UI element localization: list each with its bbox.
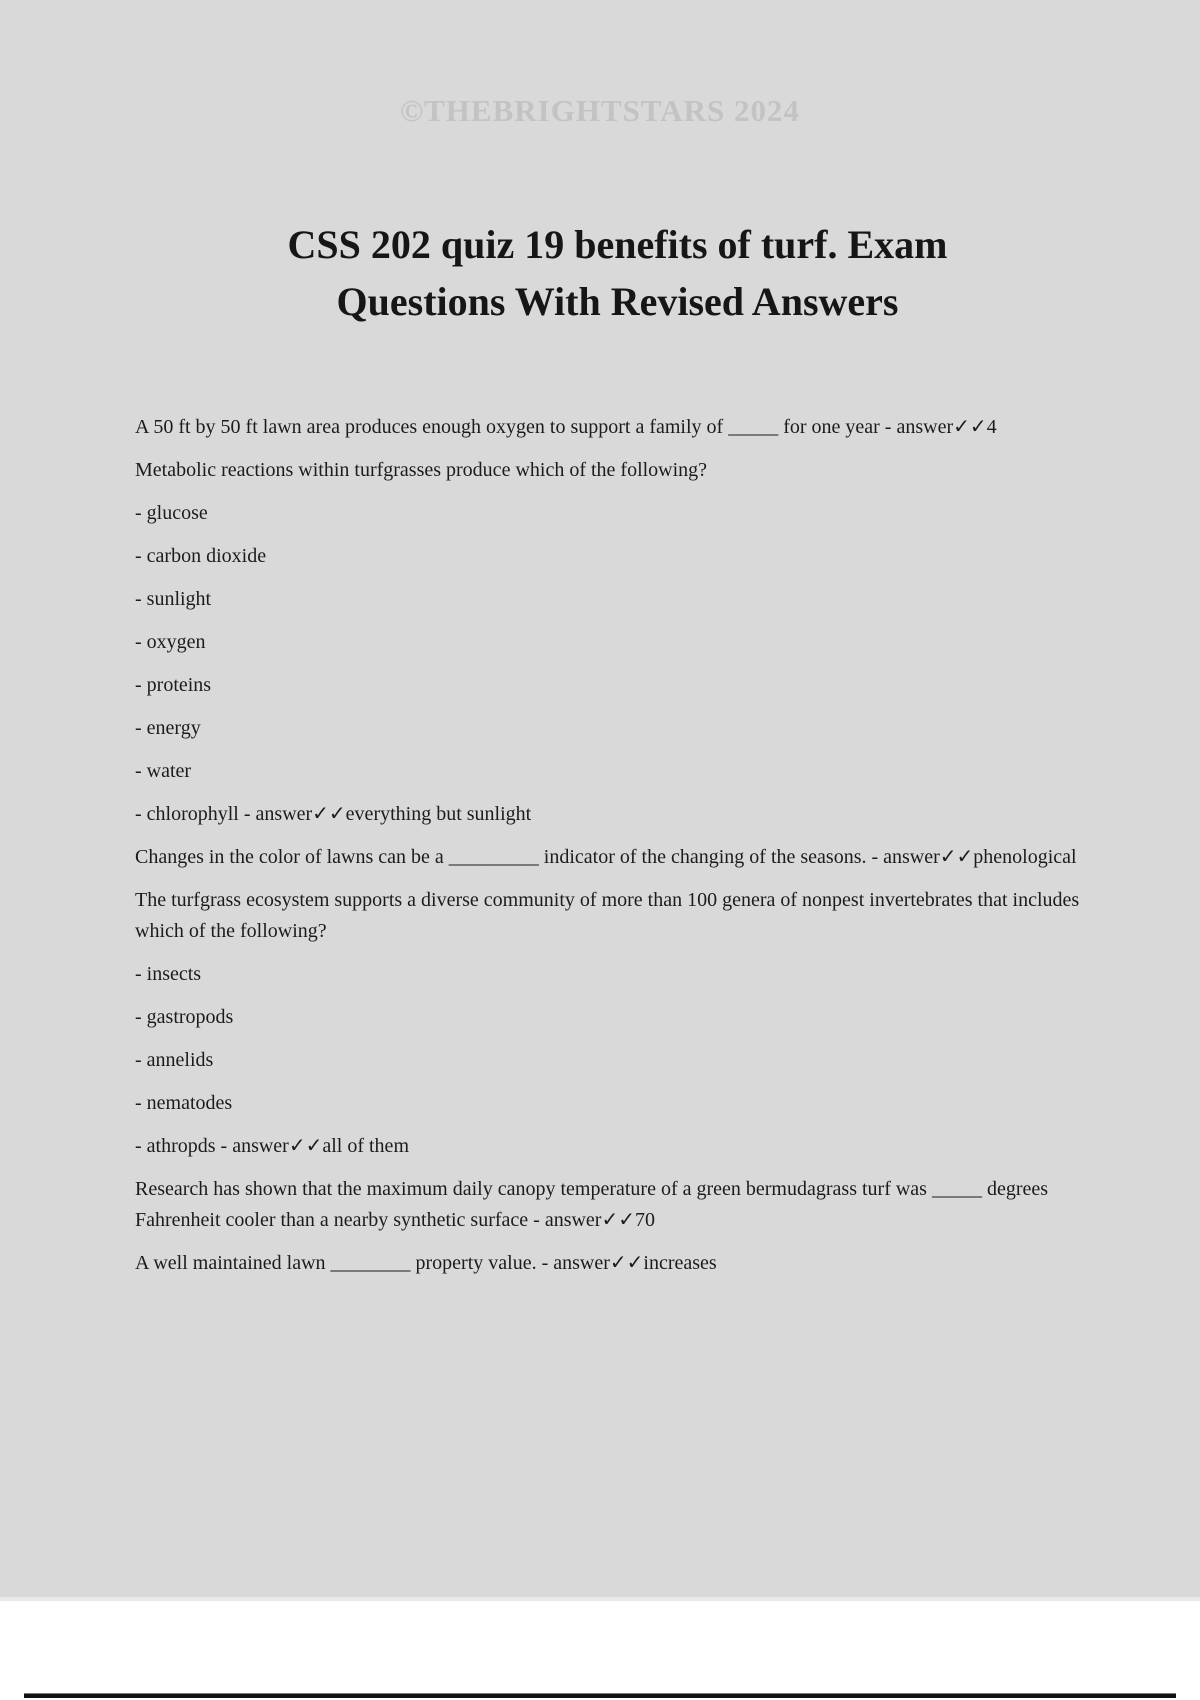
question-block: The turfgrass ecosystem supports a diverse community of more than 100 genera of nonpest invertebrates that includes which of the following?	[135, 889, 1080, 942]
option-answer-item: - athropds - answer✓✓all of them	[135, 1135, 409, 1157]
option-item: - sunlight	[135, 588, 212, 610]
question-answer-block: A 50 ft by 50 ft lawn area produces enough oxygen to support a family of _____ for one year - answer✓✓4	[135, 416, 997, 438]
question-answer-block: A well maintained lawn ________ property value. - answer✓✓increases	[135, 1252, 717, 1274]
option-item: - oxygen	[135, 631, 206, 653]
option-item: - insects	[135, 963, 202, 985]
option-item: - nematodes	[135, 1092, 233, 1114]
question-answer-block: Changes in the color of lawns can be a _________ indicator of the changing of the seasons. - answer✓✓phenological	[135, 846, 1077, 868]
question-answer-block: Research has shown that the maximum daily canopy temperature of a green bermudagrass turf was _____ degrees Fahrenheit cooler than a nearby synthetic surface - answer✓✓70	[135, 1178, 1049, 1231]
option-item: - proteins	[135, 674, 212, 696]
page-title-line-2: Questions With Revised Answers	[336, 279, 899, 324]
option-item: - annelids	[135, 1049, 214, 1071]
option-item: - energy	[135, 717, 201, 739]
page-title-line-1: CSS 202 quiz 19 benefits of turf. Exam	[287, 222, 948, 267]
option-item: - carbon dioxide	[135, 545, 267, 567]
page-title	[135, 216, 1100, 330]
option-item: - water	[135, 760, 192, 782]
option-item: - glucose	[135, 502, 208, 524]
document-content	[135, 412, 1100, 1279]
watermark: ©THEBRIGHTSTARS 2024	[399, 93, 801, 128]
option-item: - gastropods	[135, 1006, 234, 1028]
page-gap	[0, 1601, 1200, 1700]
option-answer-item: - chlorophyll - answer✓✓everything but sunlight	[135, 803, 532, 825]
page-divider-line	[24, 1693, 1176, 1698]
question-block: Metabolic reactions within turfgrasses produce which of the following?	[135, 459, 708, 481]
